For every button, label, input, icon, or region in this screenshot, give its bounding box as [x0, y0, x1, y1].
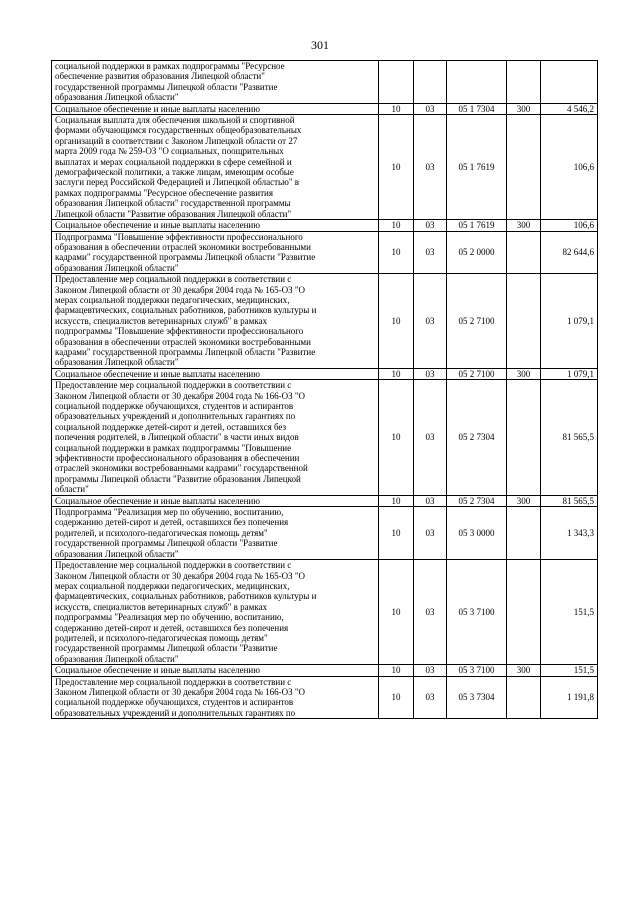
- amount-cell: 1 343,3: [541, 507, 598, 560]
- item-name-cell: [52, 115, 379, 220]
- item-name-line: государственной программы Липецкой области "Развитие: [55, 81, 278, 92]
- table-row: [52, 61, 598, 104]
- item-name-line: образовательных учреждений и дополнительных гарантиях по: [55, 707, 296, 718]
- target-article-code-cell: 05 3 7100: [447, 560, 507, 665]
- item-name-line: искусств, специалистов ветеринарных служб" в рамках: [55, 601, 268, 612]
- expense-type-code-cell: 300: [507, 220, 541, 231]
- item-name-line: Законом Липецкой области от 30 декабря 2004 года № 165-ОЗ "О: [55, 284, 306, 295]
- section-code-cell: 10: [379, 274, 414, 369]
- item-name-line: социальной поддержке обучающихся, студентов и аспирантов: [55, 401, 294, 411]
- target-article-code-cell: 05 3 7100: [447, 665, 507, 676]
- section-code-cell: 10: [379, 507, 414, 560]
- section-code-cell: 10: [379, 220, 414, 231]
- target-article-code-cell: 05 3 7304: [447, 676, 507, 719]
- item-name-line: Липецкой области "Развитие образования Липецкой области": [55, 208, 292, 219]
- amount-cell: 1 079,1: [541, 368, 598, 379]
- subsection-code-cell: 03: [414, 231, 447, 274]
- item-name-line: Законом Липецкой области от 30 декабря 2004 года № 165-ОЗ "О: [55, 570, 306, 581]
- target-article-code-cell: 05 3 0000: [447, 507, 507, 560]
- item-name-line: области": [55, 484, 89, 495]
- item-name-cell: [52, 61, 379, 104]
- item-name-line: Предоставление мер социальной поддержки в соответствии с: [55, 274, 292, 285]
- item-name-line: социальной поддержке детей-сирот и детей, оставшихся без: [55, 421, 287, 432]
- item-name-line: Социальное обеспечение и иные выплаты населению: [55, 220, 260, 231]
- item-name-line: фармацевтических, социальных работников, работников культуры и: [55, 305, 317, 316]
- target-article-code-cell: 05 2 0000: [447, 231, 507, 274]
- amount-cell: 1 191,8: [541, 676, 598, 719]
- item-name-line: содержанию детей-сирот и детей, оставшихся без попечения: [55, 517, 289, 528]
- amount-cell: 106,6: [541, 220, 598, 231]
- item-name-line: образования Липецкой области": [55, 653, 179, 664]
- subsection-code-cell: 03: [414, 560, 447, 665]
- item-name-cell: [52, 231, 379, 274]
- expense-type-code-cell: [507, 560, 541, 665]
- target-article-code-cell: 05 2 7304: [447, 495, 507, 506]
- section-code-cell: 10: [379, 115, 414, 220]
- item-name-cell: [52, 103, 379, 114]
- subsection-code-cell: 03: [414, 274, 447, 369]
- amount-cell: 151,5: [541, 665, 598, 676]
- item-name-line: Законом Липецкой области от 30 декабря 2004 года № 166-ОЗ "О: [55, 390, 306, 401]
- expense-type-code-cell: 300: [507, 103, 541, 114]
- item-name-line: социальной поддержке обучающихся, студентов и аспирантов: [55, 697, 294, 708]
- expense-type-code-cell: [507, 274, 541, 369]
- item-name-cell: [52, 665, 379, 676]
- expense-type-code-cell: 300: [507, 368, 541, 379]
- item-name-line: мерах социальной поддержки педагогических, медицинских,: [55, 294, 290, 305]
- subsection-code-cell: 03: [414, 495, 447, 506]
- table-row: [52, 380, 598, 495]
- table-row: [52, 231, 598, 274]
- table-row: [52, 274, 598, 369]
- table-row: [52, 368, 598, 379]
- table-row: [52, 560, 598, 665]
- expense-type-code-cell: [507, 61, 541, 104]
- target-article-code-cell: 05 1 7304: [447, 103, 507, 114]
- table-row: [52, 676, 598, 719]
- section-code-cell: 10: [379, 380, 414, 495]
- item-name-line: содержанию детей-сирот и детей, оставшихся без попечения: [55, 622, 289, 633]
- target-article-code-cell: 05 2 7100: [447, 274, 507, 369]
- expense-type-code-cell: [507, 507, 541, 560]
- item-name-line: социальной поддержки в рамках подпрограммы "Повышение: [55, 442, 292, 453]
- expense-type-code-cell: 300: [507, 495, 541, 506]
- item-name-cell: [52, 495, 379, 506]
- table-row: [52, 220, 598, 231]
- item-name-line: образования Липецкой области": [55, 548, 179, 559]
- item-name-line: образования в обеспечении отраслей экономики востребованными: [55, 241, 311, 252]
- item-name-cell: [52, 560, 379, 665]
- table-row: [52, 103, 598, 114]
- item-name-line: образования в обеспечении отраслей экономики востребованными: [55, 336, 311, 347]
- item-name-cell: [52, 507, 379, 560]
- item-name-line: родителей, и психолого-педагогическая помощь детям": [55, 632, 268, 643]
- item-name-cell: [52, 220, 379, 231]
- section-code-cell: [379, 61, 414, 104]
- item-name-line: Предоставление мер социальной поддержки в соответствии с: [55, 676, 292, 687]
- table-row: [52, 495, 598, 506]
- subsection-code-cell: 03: [414, 507, 447, 560]
- target-article-code-cell: 05 1 7619: [447, 115, 507, 220]
- item-name-cell: [52, 274, 379, 369]
- item-name-line: Подпрограмма "Реализация мер по обучению, воспитанию,: [55, 507, 284, 518]
- item-name-line: Социальное обеспечение и иные выплаты населению: [55, 665, 260, 676]
- item-name-line: Социальное обеспечение и иные выплаты населению: [55, 495, 260, 506]
- item-name-line: марта 2009 года № 259-ОЗ "О социальных, поощрительных: [55, 146, 284, 157]
- item-name-line: Предоставление мер социальной поддержки в соответствии с: [55, 560, 292, 571]
- item-name-line: формами обучающимся государственных общеобразовательных: [55, 125, 302, 136]
- expense-type-code-cell: [507, 676, 541, 719]
- item-name-line: кадрами" государственной программы Липецкой области "Развитие: [55, 252, 316, 263]
- section-code-cell: 10: [379, 676, 414, 719]
- subsection-code-cell: 03: [414, 368, 447, 379]
- item-name-line: государственной программы Липецкой области "Развитие: [55, 643, 278, 654]
- amount-cell: 4 546,2: [541, 103, 598, 114]
- budget-table: [51, 60, 598, 719]
- item-name-line: фармацевтических, социальных работников, работников культуры и: [55, 591, 317, 602]
- item-name-line: демографической политики, а также лицам, имеющим особые: [55, 167, 294, 178]
- amount-cell: 81 565,5: [541, 380, 598, 495]
- amount-cell: 106,6: [541, 115, 598, 220]
- budget-table-body: [52, 61, 598, 719]
- item-name-line: Социальная выплата для обеспечения школьной и спортивной: [55, 115, 295, 126]
- item-name-line: Предоставление мер социальной поддержки в соответствии с: [55, 380, 292, 391]
- item-name-line: заслуги перед Российской Федерацией и Липецкой областью" в: [55, 177, 300, 188]
- subsection-code-cell: 03: [414, 676, 447, 719]
- item-name-line: искусств, специалистов ветеринарных служб" в рамках: [55, 315, 268, 326]
- item-name-line: образовательных учреждений и дополнительных гарантиях по: [55, 411, 296, 422]
- item-name-cell: [52, 676, 379, 719]
- amount-cell: 1 079,1: [541, 274, 598, 369]
- item-name-cell: [52, 380, 379, 495]
- page-number: 301: [311, 38, 329, 52]
- item-name-line: обеспечение развития образования Липецкой области": [55, 71, 265, 82]
- item-name-line: мерах социальной поддержки педагогических, медицинских,: [55, 580, 290, 591]
- subsection-code-cell: 03: [414, 103, 447, 114]
- item-name-line: Социальное обеспечение и иные выплаты населению: [55, 368, 260, 379]
- section-code-cell: 10: [379, 103, 414, 114]
- item-name-line: рамках подпрограммы "Ресурсное обеспечение развития: [55, 187, 273, 198]
- amount-cell: [541, 61, 598, 104]
- item-name-line: родителей, и психолого-педагогическая помощь детям": [55, 527, 268, 538]
- item-name-line: организаций в соответствии с Законом Липецкой области от 27: [55, 135, 298, 146]
- expense-type-code-cell: 300: [507, 665, 541, 676]
- target-article-code-cell: [447, 61, 507, 104]
- item-name-line: государственной программы Липецкой области "Развитие: [55, 538, 278, 549]
- expense-type-code-cell: [507, 231, 541, 274]
- item-name-line: образования Липецкой области" государственной программы: [55, 198, 291, 209]
- item-name-cell: [52, 368, 379, 379]
- expense-type-code-cell: [507, 380, 541, 495]
- target-article-code-cell: 05 1 7619: [447, 220, 507, 231]
- table-row: [52, 115, 598, 220]
- section-code-cell: 10: [379, 495, 414, 506]
- item-name-line: образования Липецкой области": [55, 92, 179, 103]
- table-row: [52, 507, 598, 560]
- item-name-line: Социальное обеспечение и иные выплаты населению: [55, 103, 260, 114]
- item-name-line: отраслей экономики востребованными кадрами" государственной: [55, 463, 308, 474]
- item-name-line: подпрограммы "Повышение эффективности профессионального: [55, 326, 304, 337]
- section-code-cell: 10: [379, 368, 414, 379]
- expense-type-code-cell: [507, 115, 541, 220]
- item-name-line: подпрограммы "Реализация мер по обучению, воспитанию,: [55, 612, 284, 623]
- item-name-line: выплатах и мерах социальной поддержки в сфере семейной и: [55, 156, 292, 167]
- subsection-code-cell: [414, 61, 447, 104]
- amount-cell: 82 644,6: [541, 231, 598, 274]
- table-row: [52, 665, 598, 676]
- subsection-code-cell: 03: [414, 380, 447, 495]
- target-article-code-cell: 05 2 7304: [447, 380, 507, 495]
- section-code-cell: 10: [379, 560, 414, 665]
- section-code-cell: 10: [379, 665, 414, 676]
- target-article-code-cell: 05 2 7100: [447, 368, 507, 379]
- item-name-line: социальной поддержки в рамках подпрограммы "Ресурсное: [55, 61, 285, 71]
- amount-cell: 151,5: [541, 560, 598, 665]
- subsection-code-cell: 03: [414, 220, 447, 231]
- item-name-line: кадрами" государственной программы Липецкой области "Развитие: [55, 346, 316, 357]
- item-name-line: попечения родителей, в Липецкой области" в части иных видов: [55, 432, 299, 443]
- item-name-line: образования Липецкой области": [55, 357, 179, 368]
- item-name-line: Подпрограмма "Повышение эффективности профессионального: [55, 231, 303, 242]
- item-name-line: программы Липецкой области "Развитие образования Липецкой: [55, 473, 301, 484]
- subsection-code-cell: 03: [414, 665, 447, 676]
- item-name-line: образования Липецкой области": [55, 262, 179, 273]
- item-name-line: Законом Липецкой области от 30 декабря 2004 года № 166-ОЗ "О: [55, 686, 306, 697]
- section-code-cell: 10: [379, 231, 414, 274]
- amount-cell: 81 565,5: [541, 495, 598, 506]
- item-name-line: эффективности профессионального образования в обеспечении: [55, 453, 300, 464]
- subsection-code-cell: 03: [414, 115, 447, 220]
